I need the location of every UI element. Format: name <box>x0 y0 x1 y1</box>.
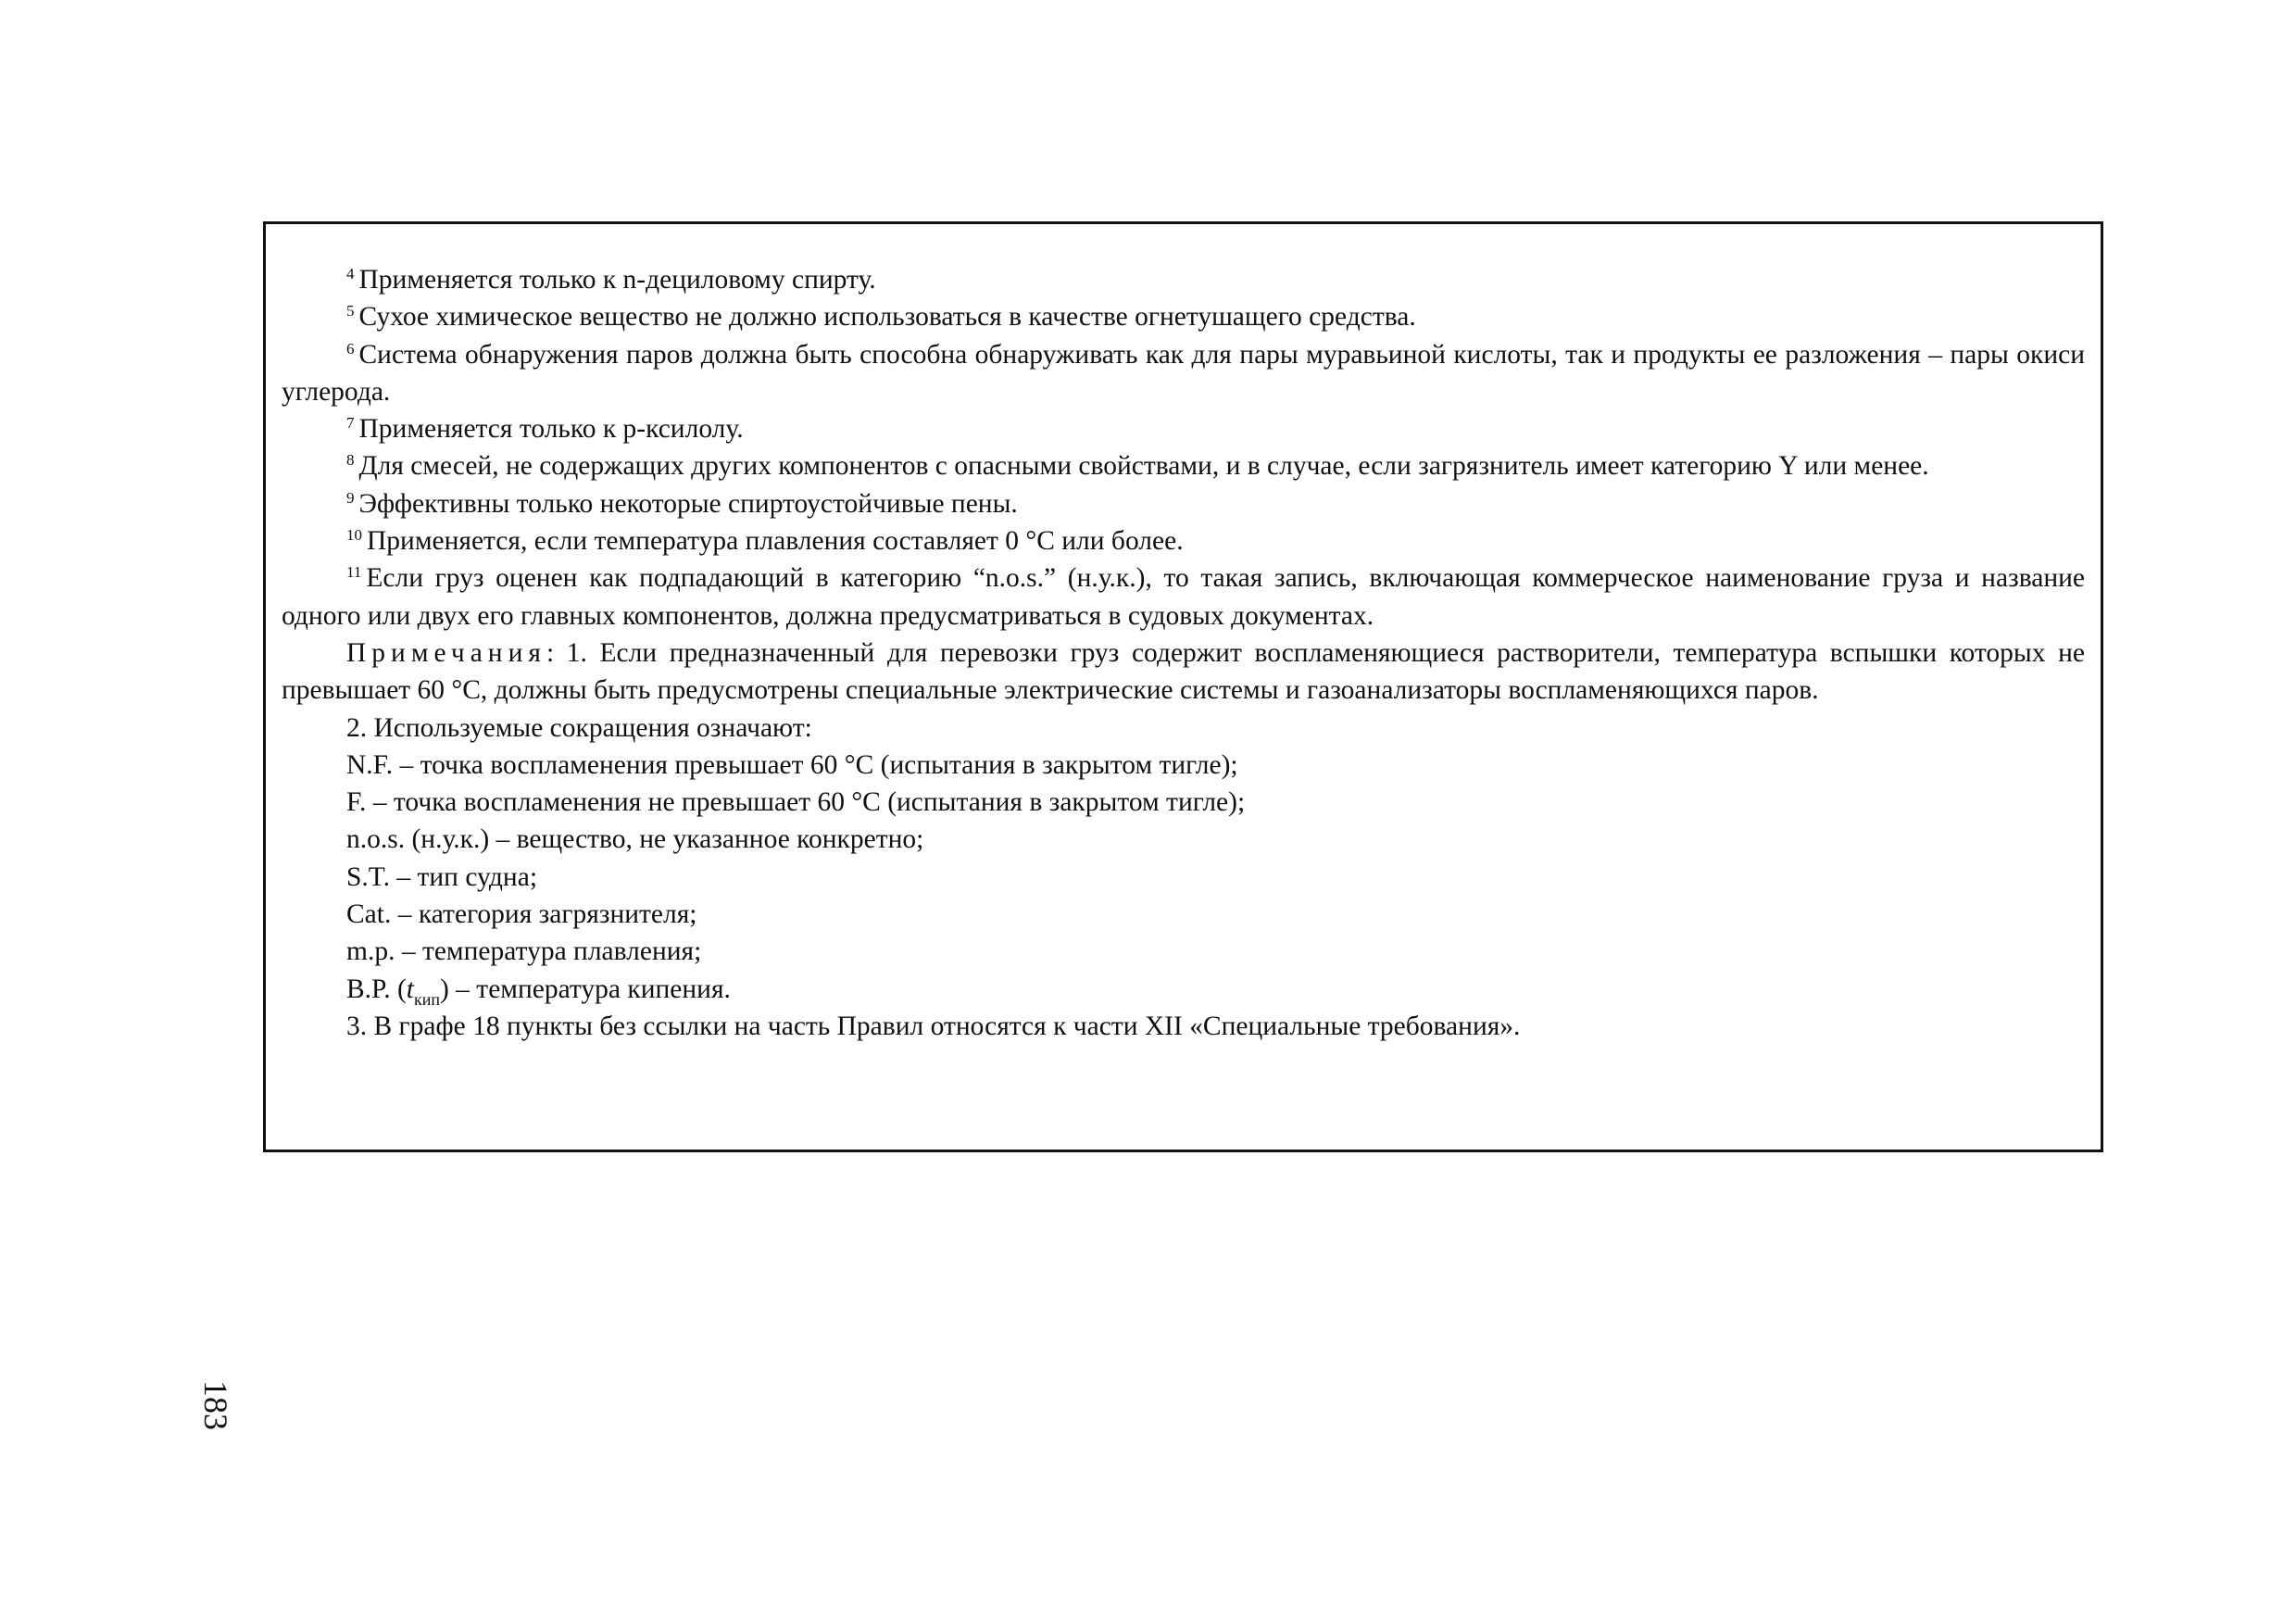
footnote-number: 10 <box>346 526 362 545</box>
abbreviation-item-bp <box>282 971 2085 1008</box>
abbreviation-item: F. – точка воспламенения не превышает 60 °С (испытания в закрытом тигле); <box>346 787 1246 818</box>
footnote-text: Сухое химическое вещество не должно использоваться в качестве огнетушащего средства. <box>358 302 1416 333</box>
footnote-10 <box>282 522 2085 559</box>
bp-prefix: B.P. ( <box>346 974 407 1004</box>
note-2-intro: 2. Используемые сокращения означают: <box>346 712 812 743</box>
footnote-number: 7 <box>346 414 355 433</box>
footnote-text: Эффективны только некоторые спиртоустойчивые пены. <box>358 488 1018 519</box>
footnote-text: Применяется только к n-дециловому спирту. <box>358 265 876 295</box>
abbreviation-item: m.p. – температура плавления; <box>346 936 702 967</box>
abbreviation-item: N.F. – точка воспламенения превышает 60 °С (испытания в закрытом тигле); <box>346 749 1238 780</box>
note-3: 3. В графе 18 пункты без ссылки на часть Правил относятся к части XII «Специальные требования». <box>346 1011 1521 1041</box>
footnote-number: 5 <box>346 302 355 320</box>
abbreviation-item: Cat. – категория загрязнителя; <box>346 899 697 930</box>
footnote-text: Система обнаружения паров должна быть способна обнаруживать как для пары муравьиной кислоты, так и продукты ее разложения – пары окиси углерода. <box>282 339 2085 407</box>
footnote-text: Если груз оценен как подпадающий в категорию “n.o.s.” (н.у.к.), то такая запись, включающая коммерческое наименование груза и название одного или двух его главных компонентов, должна предусматриваться в судовых документах. <box>282 563 2085 631</box>
footnote-number: 4 <box>346 265 355 283</box>
footnote-text: Для смесей, не содержащих других компонентов с опасными свойствами, и в случае, если загрязнитель имеет категорию Y или менее. <box>358 451 1929 482</box>
bp-suffix: ) – температура кипения. <box>439 974 731 1004</box>
footnote-5 <box>282 298 2085 335</box>
bp-subscript: кип <box>413 989 440 1009</box>
notes-label: Примечания <box>346 637 546 668</box>
footnote-4 <box>282 261 2085 298</box>
abbreviation-item: S.T. – тип судна; <box>346 861 538 892</box>
footnote-number: 6 <box>346 339 355 358</box>
footnote-6 <box>282 336 2085 411</box>
footnote-number: 9 <box>346 488 355 507</box>
footnote-8 <box>282 447 2085 484</box>
notes-content <box>282 261 2085 1045</box>
abbreviation-item: n.o.s. (н.у.к.) – вещество, не указанное конкретно; <box>346 824 924 855</box>
notes-frame <box>263 221 2103 1152</box>
note-1 <box>282 635 2085 710</box>
footnote-9 <box>282 485 2085 522</box>
footnote-text: Применяется, если температура плавления составляет 0 °С или более. <box>367 526 1184 557</box>
footnote-11 <box>282 559 2085 635</box>
page-number: 183 <box>197 1380 234 1430</box>
footnote-text: Применяется только к p-ксилолу. <box>358 414 744 445</box>
note-1-text: : 1. Если предназначенный для перевозки груз содержит воспламеняющиеся растворители, температура вспышки которых не превышает 60 °С, должны быть предусмотрены специальные электрические системы и газоанализаторы воспламеняющихся паров. <box>282 637 2085 706</box>
footnote-number: 11 <box>346 563 362 582</box>
footnote-number: 8 <box>346 451 355 470</box>
bp-variable: t <box>406 974 414 1004</box>
footnote-7 <box>282 410 2085 447</box>
